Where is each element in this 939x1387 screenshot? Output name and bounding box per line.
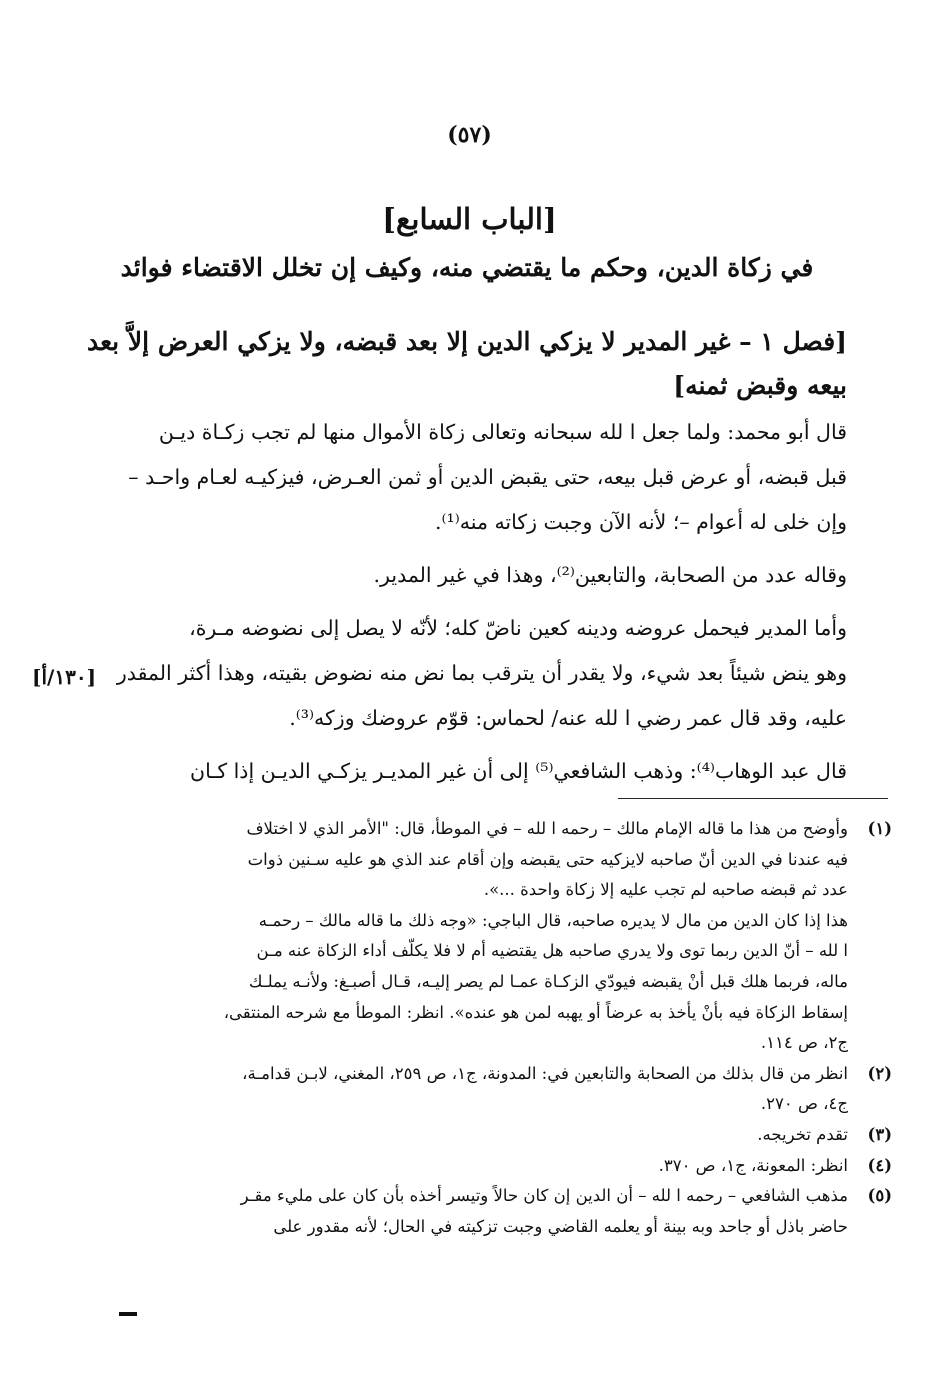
footnote-text — [87, 1181, 848, 1242]
text-line: وأما المدير فيحمل عروضه ودينه كعين ناضّ كله؛ لأنّه لا يصل إلى نضوضه مـرة، — [189, 616, 847, 640]
footnote-number: (١) — [867, 819, 892, 838]
text-line: ج٤، ص ٢٧٠. — [760, 1094, 848, 1114]
footnote-separator — [618, 798, 888, 799]
text-line: انظر: المعونة، ج١، ص ٣٧٠. — [658, 1155, 848, 1175]
section-heading: [فصل ١ – غير المدير لا يزكي الدين إلا بعد قبضه، ولا يزكي العرض إلاَّ بعد بيعه وقبض ثمنه] — [87, 327, 847, 400]
footnote-number: (٤) — [867, 1155, 892, 1175]
text-line: عليه، وقد قال عمر رضي ا لله عنه/ لحماس: قوّم عروضك وزكه⁽³⁾. — [289, 706, 847, 730]
text-line: مذهب الشافعي – رحمه ا لله – أن الدين إن كان حالاً وتيسر أخذه بأن كان على مليء مقـر — [240, 1186, 848, 1206]
chapter-title: [الباب السابع] — [382, 202, 557, 236]
footnote-text — [87, 1151, 848, 1182]
footnotes — [87, 814, 892, 1242]
text-line: قال أبو محمد: ولما جعل ا لله سبحانه وتعالى زكاة الأموال منها لم تجب زكـاة ديـن — [158, 420, 847, 444]
paragraph-3 — [87, 606, 847, 741]
footnote-text — [87, 814, 848, 1059]
text-line: فيه عندنا في الدين أنّ صاحبه لايزكيه حتى يقبضه وإن أقام عند الذي هو عليه سـنين ذوات — [247, 849, 848, 869]
footnote-text — [87, 1059, 848, 1120]
margin-folio-reference: [١٣٠/أ] — [32, 665, 97, 689]
text-line: وقاله عدد من الصحابة، والتابعين⁽²⁾، وهذا في غير المدير. — [373, 563, 847, 587]
text-line: قال عبد الوهاب⁽⁴⁾: وذهب الشافعي⁽⁵⁾ إلى أن غير المديـر يزكـي الديـن إذا كـان — [190, 759, 847, 783]
text-line: وإن خلى له أعوام –؛ لأنه الآن وجبت زكاته منه⁽¹⁾. — [434, 510, 847, 534]
text-line: انظر من قال بذلك من الصحابة والتابعين في: المدونة، ج١، ص ٢٥٩، المغني، لابـن قدامـة، — [242, 1063, 848, 1083]
footnote-number: (٣) — [867, 1124, 892, 1144]
text-line: ا لله – أنّ الدين ربما توى ولا يدري صاحبه هل يقتضيه أم لا فلا يكلّف أداء الزكاة عنه مـن — [256, 941, 848, 961]
text-line: عدد ثم قبضه صاحبه لم تجب عليه إلا زكاة واحدة ...». — [483, 880, 848, 900]
text-line: قبل قبضه، أو عرض قبل بيعه، حتى يقبض الدين أو ثمن العـرض، فيزكيـه لعـام واحـد – — [128, 465, 847, 489]
footnote-number: (٢) — [867, 1063, 892, 1083]
footnote-5 — [87, 1181, 892, 1242]
footnote-4 — [87, 1151, 892, 1182]
footnote-1 — [87, 814, 892, 1059]
page-number: (٥٧) — [447, 122, 492, 148]
text-line: تقدم تخريجه. — [757, 1124, 848, 1144]
text-line: وهو ينض شيئاً بعد شيء، ولا يقدر أن يترقب بما نض منه نضوض بقيته، وهذا أكثر المقدر — [116, 661, 847, 685]
text-line: إسقاط الزكاة فيه بأنْ يأخذ به عرضاً أو يهبه لمن هو عنده». انظر: الموطأ مع شرحه المنتقى، — [223, 1002, 848, 1022]
main-text — [87, 410, 847, 802]
continuation-mark — [119, 1312, 137, 1316]
text-line: حاضر باذل أو جاحد وبه بينة أو يعلمه القاضي وجبت تزكيته في الحال؛ لأنه مقدور على — [273, 1216, 848, 1236]
footnote-2 — [87, 1059, 892, 1120]
chapter-subtitle: في زكاة الدين، وحكم ما يقتضي منه، وكيف إن تخلل الاقتضاء فوائد — [120, 253, 814, 282]
paragraph-2 — [87, 553, 847, 598]
text-line: هذا إذا كان الدين من مال لا يديره صاحبه، قال الباجي: «وجه ذلك ما قاله مالك – رحمـه — [258, 910, 848, 930]
footnote-3 — [87, 1120, 892, 1151]
text-line: وأوضح من هذا ما قاله الإمام مالك – رحمه ا لله – في الموطأ، قال: "الأمر الذي لا اختلاف — [246, 819, 848, 838]
paragraph-1 — [87, 410, 847, 545]
text-line: ماله، فربما هلك قبل أنْ يقبضه فيودّي الزكـاة عمـا لم يصر إليـه، قـال أصبـغ: ولأنـه يملـك — [248, 971, 848, 991]
text-line: ج٢، ص ١١٤. — [760, 1033, 848, 1053]
paragraph-4 — [87, 749, 847, 794]
footnote-number: (٥) — [867, 1186, 892, 1206]
footnote-text — [87, 1120, 848, 1151]
